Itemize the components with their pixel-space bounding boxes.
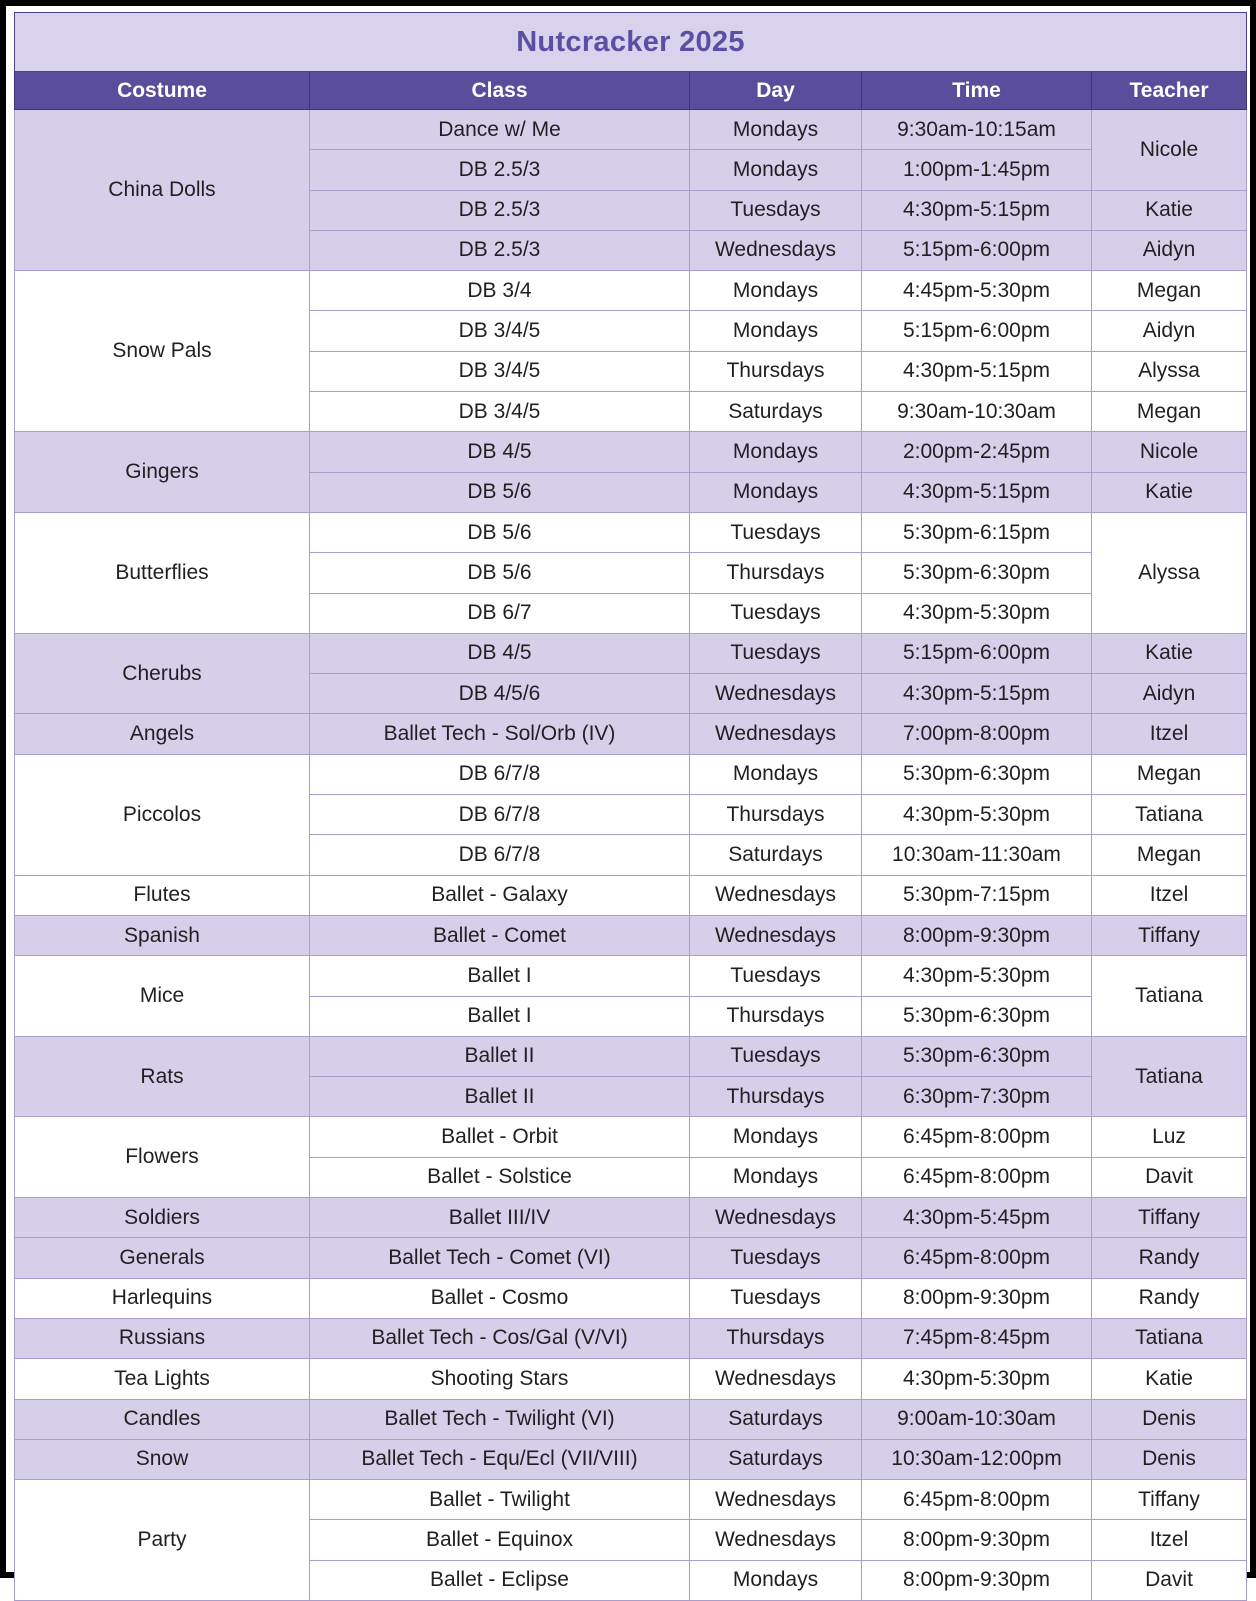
teacher-cell: Luz: [1092, 1117, 1247, 1157]
costume-cell: Flutes: [15, 875, 310, 915]
nutcracker-schedule-table: [14, 12, 1247, 1601]
costume-cell: Butterflies: [15, 512, 310, 633]
time-cell: 6:45pm-8:00pm: [862, 1238, 1092, 1278]
class-cell: DB 2.5/3: [310, 190, 690, 230]
teacher-cell: Itzel: [1092, 714, 1247, 754]
class-cell: DB 2.5/3: [310, 230, 690, 270]
day-cell: Thursdays: [690, 795, 862, 835]
time-cell: 5:30pm-6:30pm: [862, 1036, 1092, 1076]
day-cell: Mondays: [690, 1157, 862, 1197]
teacher-cell: Tiffany: [1092, 1480, 1247, 1520]
time-cell: 6:45pm-8:00pm: [862, 1480, 1092, 1520]
time-cell: 4:30pm-5:15pm: [862, 472, 1092, 512]
costume-cell: Angels: [15, 714, 310, 754]
teacher-cell: Megan: [1092, 392, 1247, 432]
teacher-cell: Aidyn: [1092, 230, 1247, 270]
table-row: [15, 1117, 1247, 1157]
class-cell: DB 6/7/8: [310, 835, 690, 875]
costume-cell: Snow Pals: [15, 271, 310, 432]
day-cell: Wednesdays: [690, 1198, 862, 1238]
schedule-body: [15, 110, 1247, 1601]
day-cell: Thursdays: [690, 351, 862, 391]
time-cell: 7:00pm-8:00pm: [862, 714, 1092, 754]
costume-cell: Mice: [15, 956, 310, 1037]
table-row: [15, 271, 1247, 311]
day-cell: Mondays: [690, 1560, 862, 1600]
class-cell: DB 3/4/5: [310, 392, 690, 432]
day-cell: Wednesdays: [690, 230, 862, 270]
class-cell: Ballet Tech - Sol/Orb (IV): [310, 714, 690, 754]
teacher-cell: Aidyn: [1092, 311, 1247, 351]
class-cell: Ballet - Galaxy: [310, 875, 690, 915]
costume-cell: Russians: [15, 1318, 310, 1358]
time-cell: 5:15pm-6:00pm: [862, 230, 1092, 270]
teacher-cell: Megan: [1092, 754, 1247, 794]
column-header-time: Time: [862, 72, 1092, 110]
class-cell: Ballet I: [310, 996, 690, 1036]
class-cell: DB 5/6: [310, 512, 690, 552]
teacher-cell: Tiffany: [1092, 1198, 1247, 1238]
teacher-cell: Megan: [1092, 271, 1247, 311]
time-cell: 5:30pm-7:15pm: [862, 875, 1092, 915]
day-cell: Wednesdays: [690, 1480, 862, 1520]
day-cell: Wednesdays: [690, 714, 862, 754]
day-cell: Mondays: [690, 311, 862, 351]
costume-cell: Generals: [15, 1238, 310, 1278]
day-cell: Mondays: [690, 150, 862, 190]
time-cell: 4:30pm-5:30pm: [862, 795, 1092, 835]
column-header-costume: Costume: [15, 72, 310, 110]
column-header-day: Day: [690, 72, 862, 110]
day-cell: Thursdays: [690, 1318, 862, 1358]
day-cell: Tuesdays: [690, 1238, 862, 1278]
teacher-cell: Denis: [1092, 1399, 1247, 1439]
teacher-cell: Davit: [1092, 1157, 1247, 1197]
day-cell: Wednesdays: [690, 875, 862, 915]
teacher-cell: Tatiana: [1092, 795, 1247, 835]
costume-cell: China Dolls: [15, 110, 310, 271]
day-cell: Mondays: [690, 110, 862, 150]
teacher-cell: Itzel: [1092, 1520, 1247, 1560]
class-cell: Ballet - Equinox: [310, 1520, 690, 1560]
time-cell: 10:30am-11:30am: [862, 835, 1092, 875]
teacher-cell: Katie: [1092, 472, 1247, 512]
time-cell: 4:30pm-5:30pm: [862, 956, 1092, 996]
day-cell: Wednesdays: [690, 1359, 862, 1399]
teacher-cell: Denis: [1092, 1439, 1247, 1479]
day-cell: Tuesdays: [690, 190, 862, 230]
class-cell: Ballet Tech - Twilight (VI): [310, 1399, 690, 1439]
time-cell: 5:30pm-6:15pm: [862, 512, 1092, 552]
table-row: [15, 1198, 1247, 1238]
time-cell: 1:00pm-1:45pm: [862, 150, 1092, 190]
day-cell: Saturdays: [690, 835, 862, 875]
class-cell: Ballet Tech - Cos/Gal (V/VI): [310, 1318, 690, 1358]
time-cell: 2:00pm-2:45pm: [862, 432, 1092, 472]
teacher-cell: Itzel: [1092, 875, 1247, 915]
class-cell: Ballet Tech - Comet (VI): [310, 1238, 690, 1278]
costume-cell: Party: [15, 1480, 310, 1601]
table-row: [15, 1238, 1247, 1278]
costume-cell: Snow: [15, 1439, 310, 1479]
class-cell: Ballet - Eclipse: [310, 1560, 690, 1600]
class-cell: Ballet - Solstice: [310, 1157, 690, 1197]
teacher-cell: Tatiana: [1092, 1318, 1247, 1358]
time-cell: 4:30pm-5:45pm: [862, 1198, 1092, 1238]
column-header-class: Class: [310, 72, 690, 110]
time-cell: 8:00pm-9:30pm: [862, 1520, 1092, 1560]
costume-cell: Cherubs: [15, 633, 310, 714]
class-cell: DB 4/5/6: [310, 674, 690, 714]
day-cell: Tuesdays: [690, 1278, 862, 1318]
day-cell: Mondays: [690, 472, 862, 512]
time-cell: 9:30am-10:30am: [862, 392, 1092, 432]
day-cell: Thursdays: [690, 1077, 862, 1117]
time-cell: 4:30pm-5:15pm: [862, 351, 1092, 391]
day-cell: Tuesdays: [690, 633, 862, 673]
time-cell: 4:30pm-5:15pm: [862, 190, 1092, 230]
class-cell: Ballet I: [310, 956, 690, 996]
class-cell: DB 5/6: [310, 553, 690, 593]
class-cell: DB 6/7/8: [310, 795, 690, 835]
class-cell: Shooting Stars: [310, 1359, 690, 1399]
time-cell: 6:45pm-8:00pm: [862, 1117, 1092, 1157]
class-cell: Ballet III/IV: [310, 1198, 690, 1238]
teacher-cell: Nicole: [1092, 110, 1247, 191]
time-cell: 6:30pm-7:30pm: [862, 1077, 1092, 1117]
table-row: [15, 1359, 1247, 1399]
teacher-cell: Alyssa: [1092, 512, 1247, 633]
day-cell: Saturdays: [690, 392, 862, 432]
costume-cell: Gingers: [15, 432, 310, 513]
class-cell: DB 6/7: [310, 593, 690, 633]
table-row: [15, 714, 1247, 754]
table-row: [15, 633, 1247, 673]
costume-cell: Piccolos: [15, 754, 310, 875]
day-cell: Wednesdays: [690, 915, 862, 955]
teacher-cell: Alyssa: [1092, 351, 1247, 391]
time-cell: 4:30pm-5:30pm: [862, 1359, 1092, 1399]
class-cell: Dance w/ Me: [310, 110, 690, 150]
time-cell: 8:00pm-9:30pm: [862, 1278, 1092, 1318]
table-row: [15, 1278, 1247, 1318]
day-cell: Mondays: [690, 432, 862, 472]
costume-cell: Soldiers: [15, 1198, 310, 1238]
teacher-cell: Tatiana: [1092, 956, 1247, 1037]
table-row: [15, 1399, 1247, 1439]
time-cell: 8:00pm-9:30pm: [862, 915, 1092, 955]
costume-cell: Flowers: [15, 1117, 310, 1198]
time-cell: 6:45pm-8:00pm: [862, 1157, 1092, 1197]
day-cell: Tuesdays: [690, 512, 862, 552]
day-cell: Thursdays: [690, 553, 862, 593]
teacher-cell: Katie: [1092, 633, 1247, 673]
day-cell: Saturdays: [690, 1439, 862, 1479]
class-cell: Ballet Tech - Equ/Ecl (VII/VIII): [310, 1439, 690, 1479]
class-cell: Ballet - Orbit: [310, 1117, 690, 1157]
time-cell: 5:30pm-6:30pm: [862, 754, 1092, 794]
page-title: Nutcracker 2025: [15, 13, 1247, 72]
table-row: [15, 1036, 1247, 1076]
day-cell: Tuesdays: [690, 956, 862, 996]
time-cell: 4:45pm-5:30pm: [862, 271, 1092, 311]
class-cell: DB 6/7/8: [310, 754, 690, 794]
table-row: [15, 1318, 1247, 1358]
table-row: [15, 1439, 1247, 1479]
day-cell: Tuesdays: [690, 1036, 862, 1076]
class-cell: Ballet - Twilight: [310, 1480, 690, 1520]
class-cell: Ballet - Comet: [310, 915, 690, 955]
class-cell: DB 3/4/5: [310, 351, 690, 391]
class-cell: Ballet II: [310, 1077, 690, 1117]
header-row: [15, 72, 1247, 110]
class-cell: Ballet - Cosmo: [310, 1278, 690, 1318]
day-cell: Wednesdays: [690, 674, 862, 714]
teacher-cell: Aidyn: [1092, 674, 1247, 714]
table-row: [15, 110, 1247, 150]
time-cell: 5:15pm-6:00pm: [862, 633, 1092, 673]
time-cell: 7:45pm-8:45pm: [862, 1318, 1092, 1358]
table-row: [15, 432, 1247, 472]
teacher-cell: Davit: [1092, 1560, 1247, 1600]
teacher-cell: Nicole: [1092, 432, 1247, 472]
teacher-cell: Megan: [1092, 835, 1247, 875]
time-cell: 8:00pm-9:30pm: [862, 1560, 1092, 1600]
time-cell: 5:30pm-6:30pm: [862, 553, 1092, 593]
day-cell: Mondays: [690, 1117, 862, 1157]
table-row: [15, 956, 1247, 996]
class-cell: DB 3/4: [310, 271, 690, 311]
table-row: [15, 915, 1247, 955]
costume-cell: Tea Lights: [15, 1359, 310, 1399]
teacher-cell: Tatiana: [1092, 1036, 1247, 1117]
day-cell: Thursdays: [690, 996, 862, 1036]
costume-cell: Harlequins: [15, 1278, 310, 1318]
time-cell: 10:30am-12:00pm: [862, 1439, 1092, 1479]
time-cell: 4:30pm-5:15pm: [862, 674, 1092, 714]
time-cell: 4:30pm-5:30pm: [862, 593, 1092, 633]
time-cell: 5:15pm-6:00pm: [862, 311, 1092, 351]
class-cell: Ballet II: [310, 1036, 690, 1076]
costume-cell: Candles: [15, 1399, 310, 1439]
class-cell: DB 3/4/5: [310, 311, 690, 351]
class-cell: DB 4/5: [310, 633, 690, 673]
day-cell: Tuesdays: [690, 593, 862, 633]
time-cell: 9:30am-10:15am: [862, 110, 1092, 150]
day-cell: Mondays: [690, 271, 862, 311]
time-cell: 9:00am-10:30am: [862, 1399, 1092, 1439]
costume-cell: Rats: [15, 1036, 310, 1117]
class-cell: DB 2.5/3: [310, 150, 690, 190]
costume-cell: Spanish: [15, 915, 310, 955]
teacher-cell: Randy: [1092, 1278, 1247, 1318]
table-row: [15, 875, 1247, 915]
teacher-cell: Katie: [1092, 1359, 1247, 1399]
table-row: [15, 512, 1247, 552]
title-row: [15, 13, 1247, 72]
class-cell: DB 4/5: [310, 432, 690, 472]
day-cell: Mondays: [690, 754, 862, 794]
table-row: [15, 1480, 1247, 1520]
column-header-teacher: Teacher: [1092, 72, 1247, 110]
day-cell: Wednesdays: [690, 1520, 862, 1560]
table-row: [15, 754, 1247, 794]
class-cell: DB 5/6: [310, 472, 690, 512]
time-cell: 5:30pm-6:30pm: [862, 996, 1092, 1036]
day-cell: Saturdays: [690, 1399, 862, 1439]
teacher-cell: Randy: [1092, 1238, 1247, 1278]
teacher-cell: Tiffany: [1092, 915, 1247, 955]
teacher-cell: Katie: [1092, 190, 1247, 230]
